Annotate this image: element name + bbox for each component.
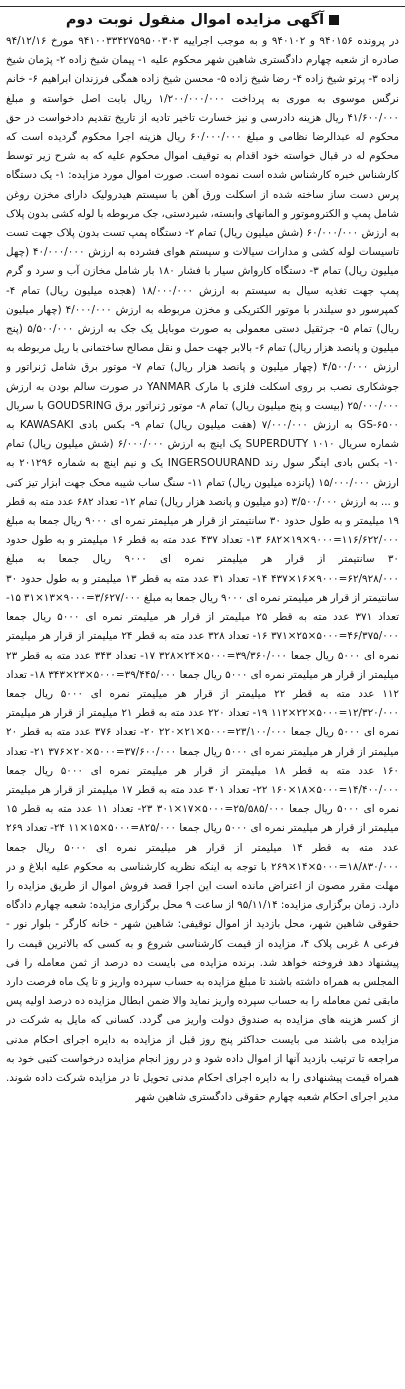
notice-body-text: در پرونده ۹۴۰۱۵۶ و ۹۴۰۱۰۲ و به موجب اجراییه ۹۴۱۰۰۳۳۴۲۷۵۹۵۰۰۳۰۳ مورخ ۹۴/۱۲/۱۶ صادره از شعبه چهارم دادگستری شاهین شهر محکوم علیه ۱- پیمان شیخ زاده ۲- پژمان شیخ زاده ۳- پرتو شیخ زاده ۴- رضا شیخ زاده ۵- محسن شیخ زاده همگی فرزندان ابراهیم ۶- خانم نرگس موسوی به موری به پرداخت ۱/۲۰۰/۰۰۰/۰۰۰ ریال بابت اصل خواسته و مبلغ ۴۱/۶۰۰/۰۰۰ ریال هزینه دادرسی و نیز خسارت تاخیر تادیه از تاریخ تقدیم دادخواست در حق محکوم له عبدالرضا نظامی و مبلغ ۶۰/۰۰۰/۰۰۰ ریال هزینه اجرا محکوم گردیده است که محکوم له در قبال خواسته خود اقدام به توقیف اموال محکوم علیه که به شرح زیر توسط کارشناس خبره کارشناس شده است نموده است. صورت اموال مورد مزایده: ۱- یک دستگاه پرس دست ساز ساخته شده از اسکلت ورق آهن با سیستم هیدرولیک دارای مخزن روغن شامل پمپ و الکتروموتور و المانهای وابسته، شیردستی، جک مربوطه با لوله کشی بدون پلاک به ارزش ۶۰/۰۰۰/۰۰۰ (شش میلیون ریال) تمام ۲- دستگاه پمپ تست بدون پلاک جهت تست تاسیسات لوله کشی و مدارات سیالات و سیستم هوای فشرده به ارزش ۴۰/۰۰۰/۰۰۰ (چهل میلیون ریال) تمام ۳- دستگاه کارواش سیار با فشار ۱۸۰ بار شامل مخازن آب و سرد و گرم پمپ جهت تغذیه سیال به سیستم به ارزش ۱۸/۰۰۰/۰۰۰ (هجده میلیون ریال) تمام ۴- کمپرسور دو سیلندر با موتور الکتریکی و مخزن مربوطه به ارزش ۴/۰۰۰/۰۰۰ (چهار میلیون ریال) تمام ۵- جرثقیل دستی معمولی به صورت موبایل یک جک به ارزش ۵/۵۰۰/۰۰۰ (پنج میلیون و پانصد هزار ریال) تمام ۶- بالابر جهت حمل و نقل مصالح ساختمانی با ریل مربوطه به ارزش ۴/۵۰۰/۰۰۰ (چهار میلیون و پانصد هزار ریال) تمام ۷- موتور برق شامل ژنراتور و جوشکاری نصب بر روی اسکلت فلزی با مارک YANMAR در صورت سالم بودن به ارزش ۲۵/۰۰۰/۰۰۰ (بیست و پنج میلیون ریال) تمام ۸- موتور ژنراتور برق GOUDSRING با سریال GS-۶۵۰۰ به ارزش ۷/۰۰۰/۰۰۰ (هفت میلیون ریال) تمام ۹- بکس بادی KAWASAKI به شماره سریال SUPERDUTY ۱۰۱۰ یک اینچ به ارزش ۶/۰۰۰/۰۰۰ (شش میلیون ریال) تمام ۱۰- بکس بادی اینگر سول رند INGERSOUURAND یک و نیم اینچ به شماره ۲۰۱۲۹۶ به ارزش ۱۵/۰۰۰/۰۰۰ (پانزده میلیون ریال) تمام ۱۱- سنگ ساب شیبه محک جهت ابزار تیز کنی و ... به ارزش ۳/۵۰۰/۰۰۰ (دو میلیون و پانصد هزار ریال) تمام ۱۲- تعداد ۶۸۲ عدد مته به قطر ۱۹ میلیمتر و به طول حدود ۳۰ سانتیمتر از قرار هر میلیمتر نمره ای ۹۰۰۰ ریال جمعا به مبلغ ۱۱۶/۶۲۲/۰۰۰=۹۰۰۰×۱۹×۶۸۲ ۱۳- تعداد ۴۳۷ عدد مته به قطر ۱۶ میلیمتر و به طول حدود ۳۰ سانتیمتر از قرار هر میلیمتر نمره ای ۹۰۰۰ ریال جمعا به مبلغ ۶۲/۹۲۸/۰۰۰=۹۰۰۰×۱۶×۴۳۷ ۱۴- تعداد ۳۱ عدد مته به قطر ۱۳ میلیمتر و به طول حدود ۳۰ سانتیمتر از قرار هر میلیمتر نمره ای ۹۰۰۰ ریال جمعا به مبلغ ۳/۶۲۷/۰۰۰=۹۰۰۰×۱۳×۳۱ ۱۵- تعداد ۳۷۱ عدد مته به قطر ۲۵ میلیمتر از قرار هر میلیمتر نمره ای ۵۰۰۰ ریال جمعا ۴۶/۳۷۵/۰۰۰=۵۰۰۰×۲۵×۳۷۱ ۱۶- تعداد ۳۲۸ عدد مته به قطر ۲۴ میلیمتر از قرار هر میلیمتر نمره ای ۵۰۰۰ ریال جمعا ۳۹/۳۶۰/۰۰۰=۵۰۰۰×۲۴×۳۲۸ ۱۷- تعداد ۳۴۳ عدد مته به قطر ۲۳ میلیمتر از قرار هر میلیمتر نمره ای ۵۰۰۰ ریال جمعا ۳۹/۴۴۵/۰۰۰=۵۰۰۰×۲۳×۳۴۳ ۱۸- تعداد ۱۱۲ عدد مته به قطر ۲۲ میلیمتر از قرار هر میلیمتر نمره ای ۵۰۰۰ ریال جمعا ۱۲/۳۲۰/۰۰۰=۵۰۰۰×۲۲×۱۱۲ ۱۹- تعداد ۲۲۰ عدد مته به قطر ۲۱ میلیمتر از قرار هر میلیمتر نمره ای ۵۰۰۰ ریال جمعا ۲۳/۱۰۰/۰۰۰=۵۰۰۰×۲۱×۲۲۰ ۲۰- تعداد ۳۷۶ عدد مته به قطر ۲۰ میلیمتر از قرار هر میلیمتر نمره ای ۵۰۰۰ ریال جمعا ۳۷/۶۰۰/۰۰۰=۵۰۰۰×۲۰×۳۷۶ ۲۱- تعداد ۱۶۰ عدد مته به قطر ۱۸ میلیمتر از قرار هر میلیمتر نمره ای ۵۰۰۰ ریال جمعا ۱۴/۴۰۰/۰۰۰=۵۰۰۰×۱۸×۱۶۰ ۲۲- تعداد ۳۰۱ عدد مته به قطر ۱۷ میلیمتر از قرار هر میلیمتر نمره ای ۵۰۰۰ ریال جمعا ۲۵/۵۸۵/۰۰۰=۵۰۰۰×۱۷×۳۰۱ ۲۳- تعداد ۱۱ عدد مته به قطر ۱۵ میلیمتر از قرار هر میلیمتر نمره ای ۵۰۰۰ ریال جمعا ۸۲۵/۰۰۰=۵۰۰۰×۱۵×۱۱ ۲۴- تعداد ۲۶۹ عدد مته به قطر ۱۴ میلیمتر از قرار هر میلیمتر نمره ای ۵۰۰۰ ریال جمعا ۱۸/۸۳۰/۰۰۰=۵۰۰۰×۱۴×۲۶۹ با توجه به اینکه نظریه کارشناسی به محکوم علیه ابلاغ و در مهلت مقرر مصون از اعتراض مانده است این اجرا قصد فروش اموال از طریق مزایده را دارد. زمان برگزاری مزایده: ۹۵/۱۱/۱۴ از ساعت ۹ محل برگزاری مزایده: شعبه چهارم دادگاه حقوقی شاهین شهر، محل بازدید از اموال توقیفی: شاهین شهر - خانه کارگر - بلوار نور - فرعی ۸ غربی پلاک ۴، مزایده از قیمت کارشناسی شروع و به کسی که بالاترین قیمت را پیشنهاد دهد فروخته خواهد شد. برنده مزایده می بایست ده درصد از ثمن معامله را فی المجلس به همراه داشته باشند تا مبلغ مزایده به حساب سپرده واریز و تا یک ماه فرصت دارد مابقی ثمن معامله را به حساب سپرده واریز نماید والا ضمن ابطال مزایده ده درصد اولیه پس از کسر هزینه های مزایده به صندوق دولت واریز می گردد. کسانی که مایل به شرکت در مزایده می باشند می بایست حداکثر پنج روز قبل از مزایده به دایره اجرای احکام مدنی مراجعه تا ترتیب بازدید آنها از اموال داده شود و در روز انجام مزایده درخواست کتبی خود به همراه قیمت پیشنهادی را به دایره اجرای احکام مدنی تحویل تا در مزایده شرکت داده شوند. مدیر اجرای احکام شعبه چهارم حقوقی دادگستری شاهین شهر xyxy=(6,35,399,1104)
notice-title-row xyxy=(6,10,399,30)
notice-title: آگهی مزایده اموال منقول نوبت دوم xyxy=(65,12,325,28)
auction-notice xyxy=(6,10,399,1385)
title-bullet-icon xyxy=(329,15,339,25)
